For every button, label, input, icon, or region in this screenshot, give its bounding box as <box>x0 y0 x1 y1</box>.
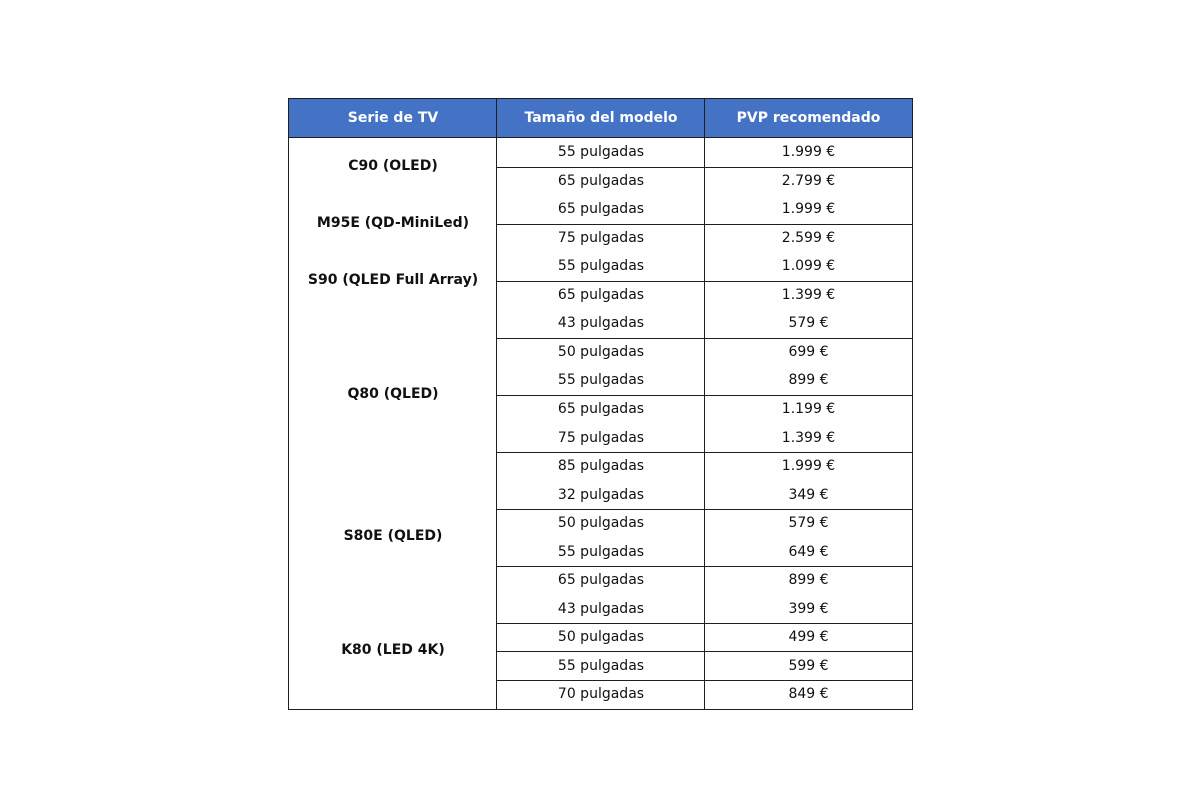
price-cell: 849 € <box>788 686 829 703</box>
table-row <box>497 338 912 367</box>
table-row <box>497 509 912 538</box>
table-row <box>497 309 912 338</box>
price-cell: 1.999 € <box>781 201 836 218</box>
price-cell: 1.999 € <box>781 144 836 160</box>
price-cell: 399 € <box>788 600 829 617</box>
table-row <box>497 680 912 709</box>
table-header-row <box>289 99 912 138</box>
price-cell: 579 € <box>788 315 829 332</box>
series-label: Q80 (QLED) <box>347 386 439 402</box>
price-cell: 2.599 € <box>781 229 836 246</box>
price-cell: 599 € <box>788 657 829 674</box>
table-row <box>497 623 912 652</box>
size-cell: 55 pulgadas <box>557 144 645 160</box>
size-cell: 65 pulgadas <box>557 400 645 417</box>
table-row <box>497 252 912 281</box>
size-cell: 55 pulgadas <box>557 657 645 674</box>
tv-price-table <box>288 98 913 710</box>
size-cell: 50 pulgadas <box>557 515 645 532</box>
table-row <box>497 424 912 453</box>
size-cell: 75 pulgadas <box>557 429 645 446</box>
size-cell: 43 pulgadas <box>557 600 645 617</box>
header-series: Serie de TV <box>347 110 439 126</box>
price-cell: 499 € <box>788 629 829 646</box>
size-cell: 55 pulgadas <box>557 258 645 275</box>
size-cell: 65 pulgadas <box>557 286 645 303</box>
price-cell: 699 € <box>788 343 829 360</box>
series-label: S80E (QLED) <box>343 528 443 544</box>
table-row <box>497 366 912 395</box>
table-row <box>497 566 912 595</box>
table-row <box>497 138 912 167</box>
series-label: C90 (OLED) <box>348 158 438 174</box>
price-cell: 1.399 € <box>781 429 836 446</box>
table-row <box>497 481 912 510</box>
size-cell: 65 pulgadas <box>557 572 645 589</box>
price-cell: 1.199 € <box>781 400 836 417</box>
price-cell: 1.399 € <box>781 286 836 303</box>
price-cell: 1.999 € <box>781 458 836 475</box>
size-cell: 65 pulgadas <box>557 172 645 189</box>
table-row <box>497 538 912 567</box>
price-cell: 349 € <box>788 486 829 503</box>
size-cell: 65 pulgadas <box>557 201 645 218</box>
price-cell: 1.099 € <box>781 258 836 275</box>
price-cell: 899 € <box>788 572 829 589</box>
size-cell: 70 pulgadas <box>557 686 645 703</box>
size-cell: 50 pulgadas <box>557 629 645 646</box>
size-cell: 32 pulgadas <box>557 486 645 503</box>
series-label: M95E (QD-MiniLed) <box>316 215 470 231</box>
size-cell: 50 pulgadas <box>557 343 645 360</box>
table-row <box>497 167 912 196</box>
table-row <box>497 224 912 253</box>
series-label: S90 (QLED Full Array) <box>307 272 479 288</box>
series-column <box>289 138 497 709</box>
price-cell: 649 € <box>788 543 829 560</box>
table-row <box>497 652 912 681</box>
size-cell: 43 pulgadas <box>557 315 645 332</box>
table-row <box>497 195 912 224</box>
price-cell: 579 € <box>788 515 829 532</box>
series-label: K80 (LED 4K) <box>341 642 445 658</box>
header-size: Tamaño del modelo <box>524 110 678 126</box>
price-cell: 2.799 € <box>781 172 836 189</box>
size-cell: 55 pulgadas <box>557 543 645 560</box>
table-row <box>497 281 912 310</box>
table-body <box>497 138 912 709</box>
table-row <box>497 595 912 624</box>
size-cell: 75 pulgadas <box>557 229 645 246</box>
table-row <box>497 395 912 424</box>
header-price: PVP recomendado <box>736 110 881 126</box>
size-cell: 85 pulgadas <box>557 458 645 475</box>
table-row <box>497 452 912 481</box>
size-cell: 55 pulgadas <box>557 372 645 389</box>
price-cell: 899 € <box>788 372 829 389</box>
